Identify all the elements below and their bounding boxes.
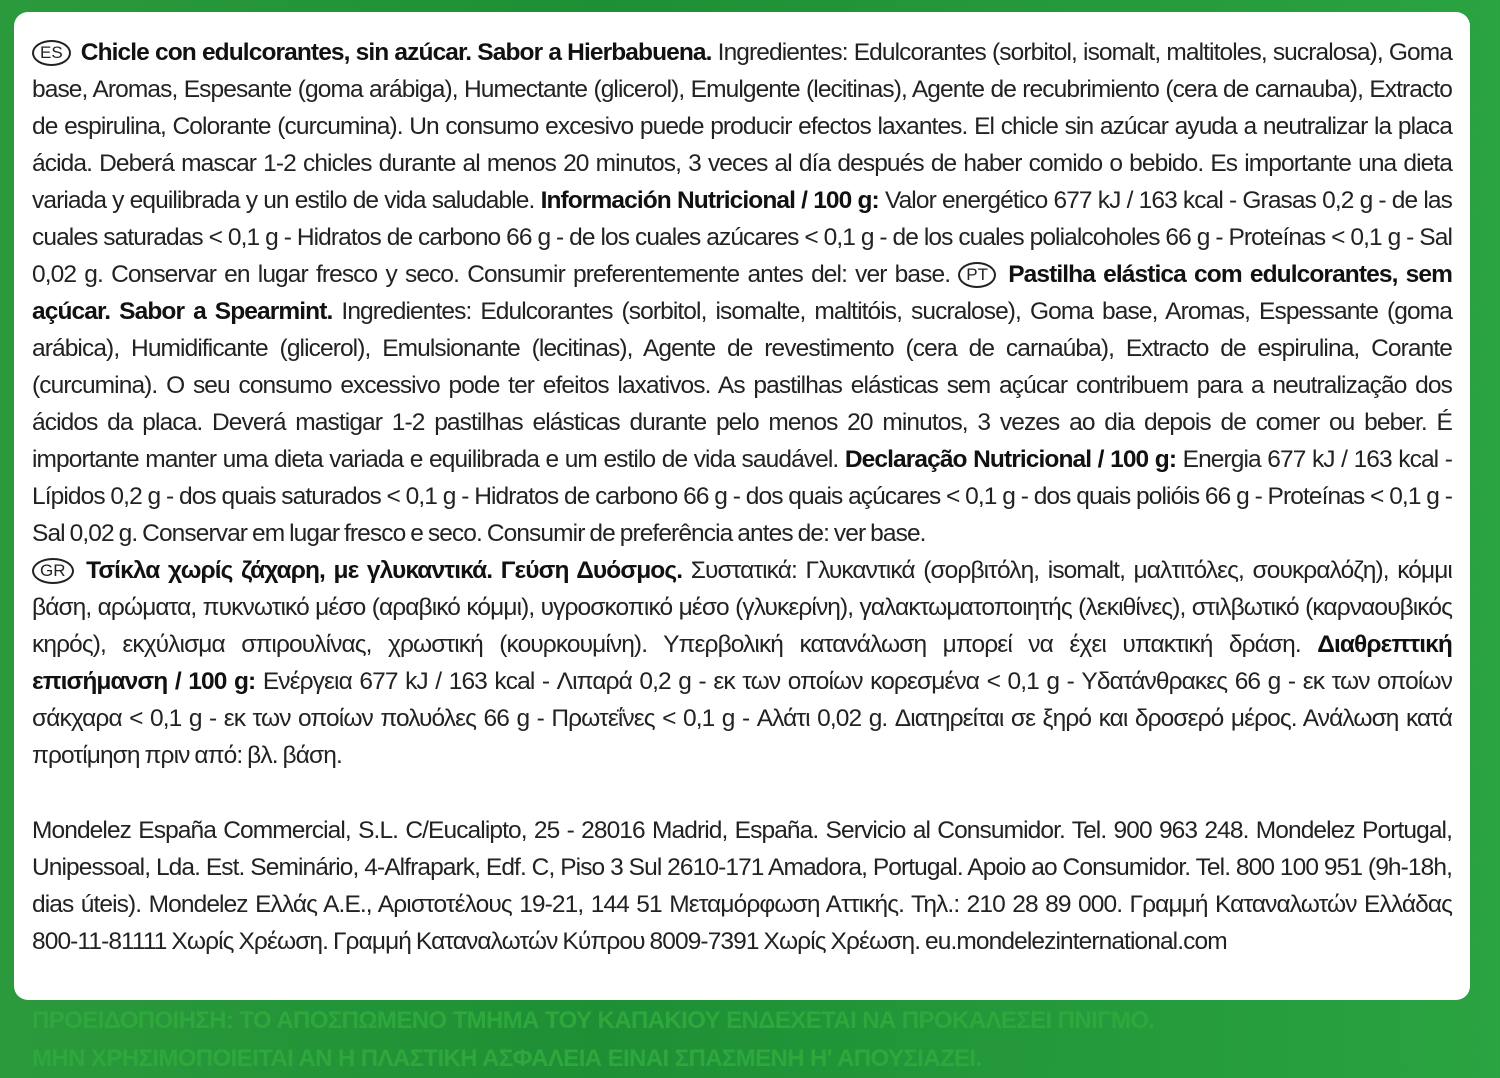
choking-warning: [32, 1002, 1452, 1078]
es-nutrition-title: Información Nutricional / 100 g:: [540, 187, 879, 214]
pt-nutrition: Energia 677 kJ / 163 kcal - Lípidos 0,2 g - dos quais saturados < 0,1 g - Hidratos de carbono 66 g - dos quais açúcares < 0,1 g - dos quais polióis 66 g - Proteínas < 0,1 g - Sal 0,02 g. Conservar em lugar fresco e seco. Consumir de preferência antes de: ver base.: [32, 446, 1452, 547]
language-badge-es: ES: [32, 40, 71, 66]
gr-nutrition-title: Διαθρεπτική επισήμανση / 100 g:: [32, 631, 1452, 695]
es-product-title: Chicle con edulcorantes, sin azúcar. Sabor a Hierbabuena.: [80, 39, 712, 66]
gr-ingredients: Συστατικά: Γλυκαντικά (σορβιτόλη, isomalt, μαλτιτόλες, σουκραλόζη), κόμμι βάση, αρώματα, πυκνωτικό μέσο (αραβικό κόμμι), υγροσκοπικό μέσο (γλυκερίνη), γαλακτωματοποιητής (λεκιθίνες), στιλβωτικό (καρναουβικός κηρός), εκχύλισμα σπιρουλίνας, χρωστική (κουρκουμίνη). Υπερβολική κατανάλωση μπορεί να έχει υπακτική δράση.: [32, 557, 1452, 658]
warning-line-1: ΠΡΟΕΙΔΟΠΟΙΗΣΗ: ΤΟ ΑΠΟΣΠΩΜΕΝΟ ΤΜΗΜΑ ΤΟΥ ΚΑΠΑΚΙΟΥ ΕΝΔΕΧΕΤΑΙ ΝΑ ΠΡΟΚΑΛΕΣΕΙ ΠΝΙΓΜΟ.: [32, 1007, 1155, 1034]
language-badge-pt: PT: [958, 262, 996, 288]
company-info: Mondelez España Commercial, S.L. C/Eucalipto, 25 - 28016 Madrid, España. Servicio al Consumidor. Tel. 900 963 248. Mondelez Portugal, Unipessoal, Lda. Est. Seminário, 4-Alfrapark, Edf. C, Piso 3 Sul 2610-171 Amadora, Portugal. Apoio ao Consumidor. Tel. 800 100 951 (9h-18h, dias úteis). Mondelez Ελλάς Α.Ε., Αριστοτέλους 19-21, 144 51 Μεταμόρφωση Αττικής. Τηλ.: 210 28 89 000. Γραμμή Καταναλωτών Ελλάδας 800-11-81111 Χωρίς Χρέωση. Γραμμή Καταναλωτών Κύπρου 8009-7391 Χωρίς Χρέωση. eu.mondelezinternational.com: [32, 817, 1452, 955]
pt-product-title: Pastilha elástica com edulcorantes, sem açúcar. Sabor a Spearmint.: [32, 261, 1452, 325]
warning-line-2: ΜΗΝ ΧΡΗΣΙΜΟΠΟΙΕΙΤΑΙ ΑΝ Η ΠΛΑΣΤΙΚΗ ΑΣΦΑΛΕΙΑ ΕΙΝΑΙ ΣΠΑΣΜΕΝΗ Η' ΑΠΟΥΣΙΑΖΕΙ.: [32, 1045, 982, 1072]
pt-nutrition-title: Declaração Nutricional / 100 g:: [844, 446, 1177, 473]
gr-nutrition: Ενέργεια 677 kJ / 163 kcal - Λιπαρά 0,2 g - εκ των οποίων κορεσμένα < 0,1 g - Υδατάνθρακες 66 g - εκ των οποίων σάκχαρα < 0,1 g - εκ των οποίων πολυόλες 66 g - Πρωτεΐνες < 0,1 g - Αλάτι 0,02 g. Διατηρείται σε ξηρό και δροσερό μέρος. Ανάλωση κατά προτίμηση πριν από: βλ. βάση.: [32, 668, 1452, 769]
es-ingredients: Ingredientes: Edulcorantes (sorbitol, isomalt, maltitoles, sucralosa), Goma base, Aromas, Espesante (goma arábiga), Humectante (glicerol), Emulgente (lecitinas), Agente de recubrimiento (cera de carnauba), Extracto de espirulina, Colorante (curcumina). Un consumo excesivo puede producir efectos laxantes. El chicle sin azúcar ayuda a neutralizar la placa ácida. Deberá mascar 1-2 chicles durante al menos 20 minutos, 3 veces al día después de haber comido o bebido. Es importante una dieta variada y equilibrada y un estilo de vida saludable.: [32, 39, 1452, 214]
ingredients-block: [32, 34, 1452, 774]
es-nutrition: Valor energético 677 kJ / 163 kcal - Grasas 0,2 g - de las cuales saturadas < 0,1 g - Hidratos de carbono 66 g - de los cuales azúcares < 0,1 g - de los cuales polialcoholes 66 g - Proteínas < 0,1 g - Sal 0,02 g. Conservar en lugar fresco y seco. Consumir preferentemente antes del: ver base.: [32, 187, 1452, 288]
language-badge-gr: GR: [32, 558, 74, 584]
label-panel: [14, 12, 1470, 1072]
gr-product-title: Τσίκλα χωρίς ζάχαρη, με γλυκαντικά. Γεύση Δυόσμος.: [86, 557, 683, 584]
pt-ingredients: Ingredientes: Edulcorantes (sorbitol, isomalte, maltitóis, sucralose), Goma base, Aromas, Espessante (goma arábica), Humidificante (glicerol), Emulsionante (lecitinas), Agente de revestimento (cera de carnaúba), Extracto de espirulina, Corante (curcumina). O seu consumo excessivo pode ter efeitos laxativos. As pastilhas elásticas sem açúcar contribuem para a neutralização dos ácidos da placa. Deverá mastigar 1-2 pastilhas elásticas durante pelo menos 20 minutos, 3 vezes ao dia depois de comer ou beber. É importante manter uma dieta variada e equilibrada e um estilo de vida saudável.: [32, 298, 1452, 473]
